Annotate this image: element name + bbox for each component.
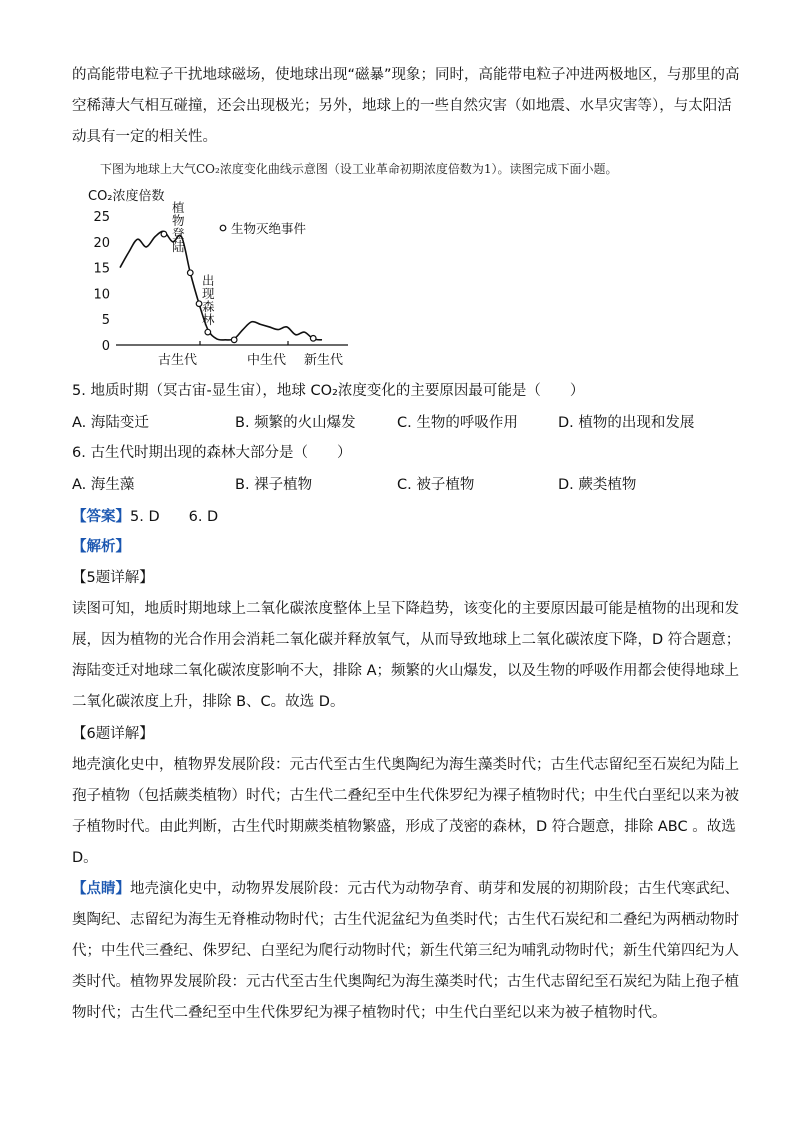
- answer-line: [72, 505, 218, 526]
- annotation-char: 物: [172, 213, 185, 228]
- y-axis-label: CO₂浓度倍数: [88, 189, 165, 204]
- q5-option-a: A. 海陆变迁: [72, 415, 149, 431]
- y-tick-label: 10: [93, 287, 110, 303]
- q6-option-d: D. 蕨类植物: [558, 477, 637, 493]
- annotation-char: 林: [202, 312, 215, 327]
- era-label: 中生代: [247, 353, 287, 368]
- annotation-forest: [202, 273, 215, 327]
- y-tick-label: 25: [93, 210, 110, 225]
- question-6-stem: 6. 古生代时期出现的森林大部分是（ ）: [72, 445, 352, 461]
- tip-text: 地壳演化史中，动物界发展阶段：元古代为动物孕育、萌芽和发展的初期阶段；古生代寒武纪、: [130, 881, 739, 897]
- annotation-char: 登: [172, 226, 185, 241]
- annotation-char: 森: [202, 299, 215, 314]
- annotation-char: 陆: [172, 239, 185, 254]
- detail-5-line: 海陆变迁对地球二氧化碳浓度影响不大，排除 A；频繁的火山爆发，以及生物的呼吸作用都会使得地球上: [72, 663, 740, 679]
- y-tick-label: 20: [93, 235, 110, 251]
- detail-6-heading: 【6题详解】: [72, 726, 154, 742]
- tip-line: 类时代。植物界发展阶段：元古代至古生代奥陶纪为海生藻类时代；古生代志留纪至石炭纪为陆上孢子植: [72, 974, 739, 990]
- q5-option-c: C. 生物的呼吸作用: [397, 415, 518, 431]
- tip-tag: 【点睛】: [72, 881, 130, 897]
- legend-label: 生物灭绝事件: [231, 221, 307, 236]
- q6-option-b: B. 裸子植物: [235, 477, 313, 493]
- detail-6-line: D。: [72, 850, 98, 866]
- detail-5-line: 二氧化碳浓度上升，排除 B、C。故选 D。: [72, 694, 345, 710]
- y-tick-label: 0: [101, 339, 110, 354]
- era-label: 古生代: [158, 353, 198, 368]
- extinction-marker: [196, 301, 202, 307]
- detail-6-line: 地壳演化史中，植物界发展阶段：元古代至古生代奥陶纪为海生藻类时代；古生代志留纪至石炭纪为陆上: [72, 757, 739, 773]
- question-5-stem: 5. 地质时期（冥古宙-显生宙），地球 CO₂浓度变化的主要原因最可能是（ ）: [72, 383, 585, 399]
- detail-6-line: 子植物时代。由此判断，古生代时期蕨类植物繁盛，形成了茂密的森林，D 符合题意，排除 ABC 。故选: [72, 819, 736, 835]
- detail-5-paragraph: [72, 594, 741, 718]
- era-label: 新生代: [304, 353, 344, 368]
- intro-paragraph: [72, 60, 740, 153]
- answer-tag: 【答案】: [72, 509, 130, 525]
- q5-option-d: D. 植物的出现和发展: [558, 415, 695, 431]
- co2-series-line: [120, 231, 322, 340]
- y-tick-label: 5: [101, 313, 110, 329]
- figure-caption: 下图为地球上大气CO₂浓度变化曲线示意图（设工业革命初期浓度倍数为1）。读图完成下面小题。: [100, 162, 618, 176]
- y-tick-labels: [93, 210, 110, 354]
- detail-5-line: 展，因为植物的光合作用会消耗二氧化碳并释放氧气，从而导致地球上二氧化碳浓度下降，D 符合题意；: [72, 632, 741, 648]
- q5-option-b: B. 频繁的火山爆发: [235, 415, 356, 431]
- intro-line: 动具有一定的相关性。: [72, 129, 217, 145]
- extinction-marker: [161, 231, 167, 237]
- annotation-plant-landing: [172, 200, 185, 254]
- detail-6-line: 孢子植物（包括蕨类植物）时代；古生代二叠纪至中生代侏罗纪为裸子植物时代；中生代白垩纪以来为被: [72, 788, 739, 804]
- tip-line: 奥陶纪、志留纪为海生无脊椎动物时代；古生代泥盆纪为鱼类时代；古生代石炭纪和二叠纪为两栖动物时: [72, 912, 739, 928]
- annotation-char: 出: [202, 273, 215, 288]
- extinction-marker: [205, 329, 211, 335]
- tip-paragraph: [72, 874, 739, 1029]
- legend-marker: [220, 225, 226, 231]
- tip-line: 物时代；古生代二叠纪至中生代侏罗纪为裸子植物时代；中生代白垩纪以来为被子植物时代。: [72, 1005, 667, 1021]
- q6-option-c: C. 被子植物: [397, 477, 475, 493]
- extinction-marker: [231, 337, 237, 343]
- annotation-char: 现: [202, 286, 215, 301]
- q6-option-a: A. 海生藻: [72, 477, 135, 493]
- extinction-marker: [187, 270, 193, 276]
- y-tick-label: 15: [93, 261, 110, 277]
- extinction-marker: [310, 335, 316, 341]
- intro-line: 的高能带电粒子干扰地球磁场，使地球出现“磁暴”现象；同时，高能带电粒子冲进两极地区，与那里的高: [72, 67, 740, 83]
- tip-line: 代；中生代三叠纪、侏罗纪、白垩纪为爬行动物时代；新生代第三纪为哺乳动物时代；新生代第四纪为人: [72, 943, 739, 959]
- tip-line: [72, 874, 739, 905]
- detail-5-heading: 【5题详解】: [72, 570, 154, 586]
- co2-chart: [80, 182, 360, 372]
- answer-text: 5. D 6. D: [130, 509, 219, 525]
- detail-5-line: 读图可知，地质时期地球上二氧化碳浓度整体上呈下降趋势，该变化的主要原因最可能是植物的出现和发: [72, 601, 739, 617]
- annotation-char: 植: [172, 200, 185, 215]
- detail-6-paragraph: [72, 750, 739, 874]
- intro-line: 空稀薄大气相互碰撞，还会出现极光；另外，地球上的一些自然灾害（如地震、水旱灾害等），与太阳活: [72, 98, 732, 114]
- analysis-heading: [72, 535, 130, 556]
- analysis-tag: 【解析】: [72, 539, 130, 555]
